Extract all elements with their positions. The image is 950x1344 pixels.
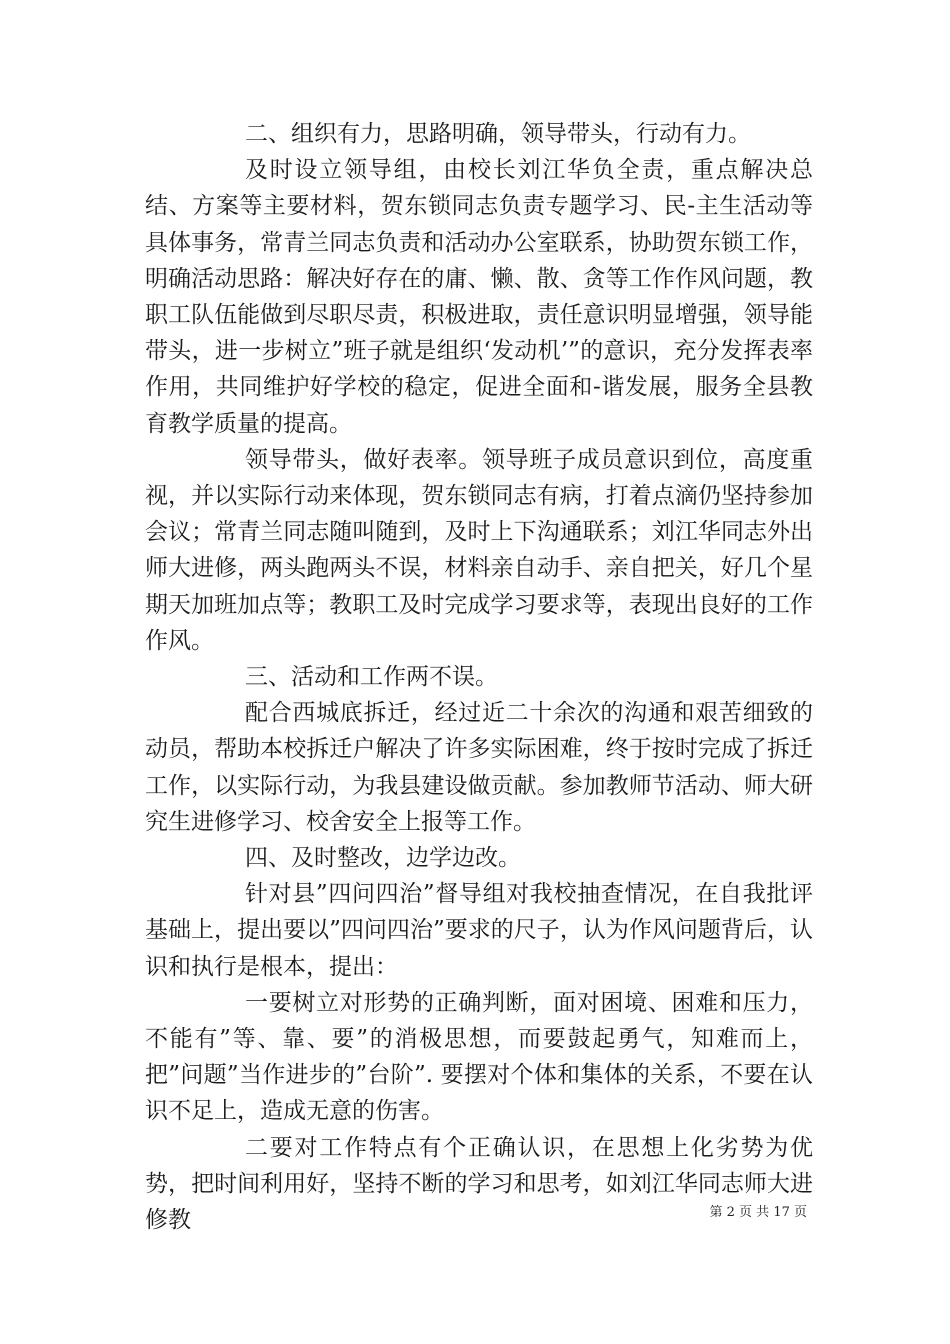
- section-heading-2: 二、组织有力，思路明确，领导带头，行动有力。: [245, 121, 751, 147]
- body-paragraph: 一要树立对形势的正确判断，面对困境、困难和压力，不能有”等、靠、要”的消极思想，而要鼓起勇气，知难而上，把”问题”当作进步的”台阶”. 要摆对个体和集体的关系，不要在认识不足上，造成无意的伤害。: [145, 989, 813, 1125]
- page-number-footer: 第 2 页 共 17 页: [709, 1205, 807, 1220]
- body-paragraph: 二要对工作特点有个正确认识，在思想上化劣势为优势，把时间利用好，坚持不断的学习和思考，如刘江华同志师大进修教: [145, 1134, 813, 1234]
- body-paragraph: 及时设立领导组，由校长刘江华负全责，重点解决总结、方案等主要材料，贺东锁同志负责专题学习、民-主生活动等具体事务，常青兰同志负责和活动办公室联系，协助贺东锁工作，明确活动思路：解决好存在的庸、懒、散、贪等工作作风问题，教职工队伍能做到尽职尽责，积极进取，责任意识明显增强，领导能带头，进一步树立”班子就是组织‘发动机’”的意识，充分发挥表率作用，共同维护好学校的稳定，促进全面和-谐发展，服务全县教育教学质量的提高。: [145, 157, 813, 437]
- section-heading-4: 四、及时整改，边学边改。: [245, 845, 521, 872]
- section-heading-3: 三、活动和工作两不误。: [245, 664, 498, 691]
- body-paragraph: 针对县”四问四治”督导组对我校抽查情况，在自我批评基础上，提出要以”四问四治”要求的尺子，认为作风问题背后，认识和执行是根本，提出：: [145, 881, 813, 980]
- body-paragraph: 配合西城底拆迁，经过近二十余次的沟通和艰苦细致的动员，帮助本校拆迁户解决了许多实际困难，终于按时完成了拆迁工作，以实际行动，为我县建设做贡献。参加教师节活动、师大研究生进修学习、校舍安全上报等工作。: [145, 700, 813, 835]
- body-paragraph: 领导带头，做好表率。领导班子成员意识到位，高度重视，并以实际行动来体现，贺东锁同志有病，打着点滴仍坚持参加会议；常青兰同志随叫随到，及时上下沟通联系；刘江华同志外出师大进修，两头跑两头不误，材料亲自动手、亲自把关，好几个星期天加班加点等；教职工及时完成学习要求等，表现出良好的工作作风。: [145, 446, 813, 654]
- document-body: [145, 116, 813, 1238]
